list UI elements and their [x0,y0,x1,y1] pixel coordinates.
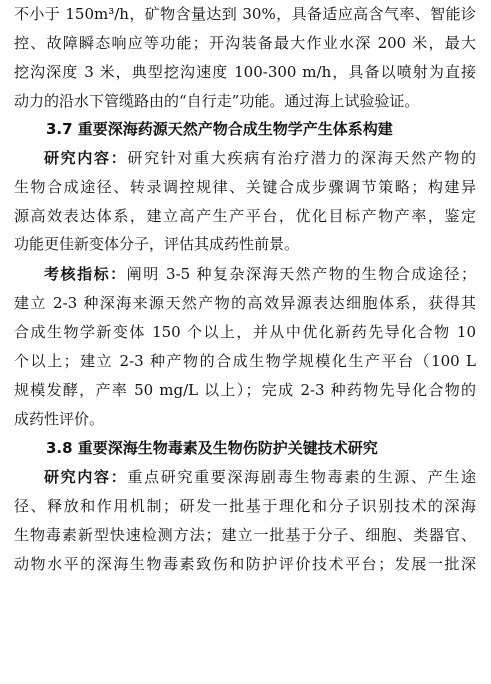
paragraph-line: 合成生物学新变体 150 个以上，并从中优化新药先导化合物 10 [14,323,476,341]
paragraph-line: 径、释放和作用机制；研发一批基于理化和分子识别技术的深海 [14,497,476,515]
paragraph-line: 动物水平的深海生物毒素致伤和防护评价技术平台；发展一批深 [14,555,476,573]
paragraph-first-line [14,146,476,170]
paragraph-line: 不小于 150m³/h，矿物含量达到 30%，具备适应高含气率、智能诊 [14,5,476,23]
paragraph-line: 成药性评价。 [14,410,105,428]
paragraph-line: 动力的沿水下管缆路由的“自行走”功能。通过海上试验验证。 [14,92,420,110]
paragraph-text: 阐明 3-5 种复杂深海天然产物的生物合成途径； [126,265,476,283]
research-content-label: 研究内容： [44,149,128,167]
paragraph-text: 重点研究重要深海剧毒生物毒素的生源、产生途 [127,468,476,486]
paragraph-line: 个以上；建立 2-3 种产物的合成生物学规模化生产平台（100 L [14,352,476,370]
section-heading: 3.8 重要深海生物毒素及生物伤防护关键技术研究 [46,439,378,457]
paragraph-line: 建立 2-3 种深海来源天然产物的高效异源表达细胞体系，获得其 [14,294,476,312]
paragraph-line: 控、故障瞬态响应等功能；开沟装备最大作业水深 200 米，最大 [14,34,476,52]
paragraph-text: 研究针对重大疾病有治疗潜力的深海天然产物的 [127,149,476,167]
paragraph-line: 功能更佳新变体分子，评估其成药性前景。 [14,235,300,253]
paragraph-line: 挖沟深度 3 米，典型挖沟速度 100-300 m/h，具备以喷射为直接 [14,63,476,81]
assessment-indicators-label: 考核指标： [44,265,127,283]
paragraph-line: 规模发酵，产率 50 mg/L 以上）；完成 2-3 种药物先导化合物的 [14,381,476,399]
research-content-label: 研究内容： [44,468,128,486]
paragraph-line: 生物毒素新型快速检测方法；建立一批基于分子、细胞、类器官、 [14,526,476,544]
paragraph-line: 生物合成途径、转录调控规律、关键合成步骤调节策略；构建异 [14,178,476,196]
section-heading: 3.7 重要深海药源天然产物合成生物学产生体系构建 [46,120,393,138]
paragraph-line: 源高效表达体系，建立高产生产平台，优化目标产物产率，鉴定 [14,207,476,225]
paragraph-first-line [14,262,476,286]
paragraph-first-line [14,465,476,489]
